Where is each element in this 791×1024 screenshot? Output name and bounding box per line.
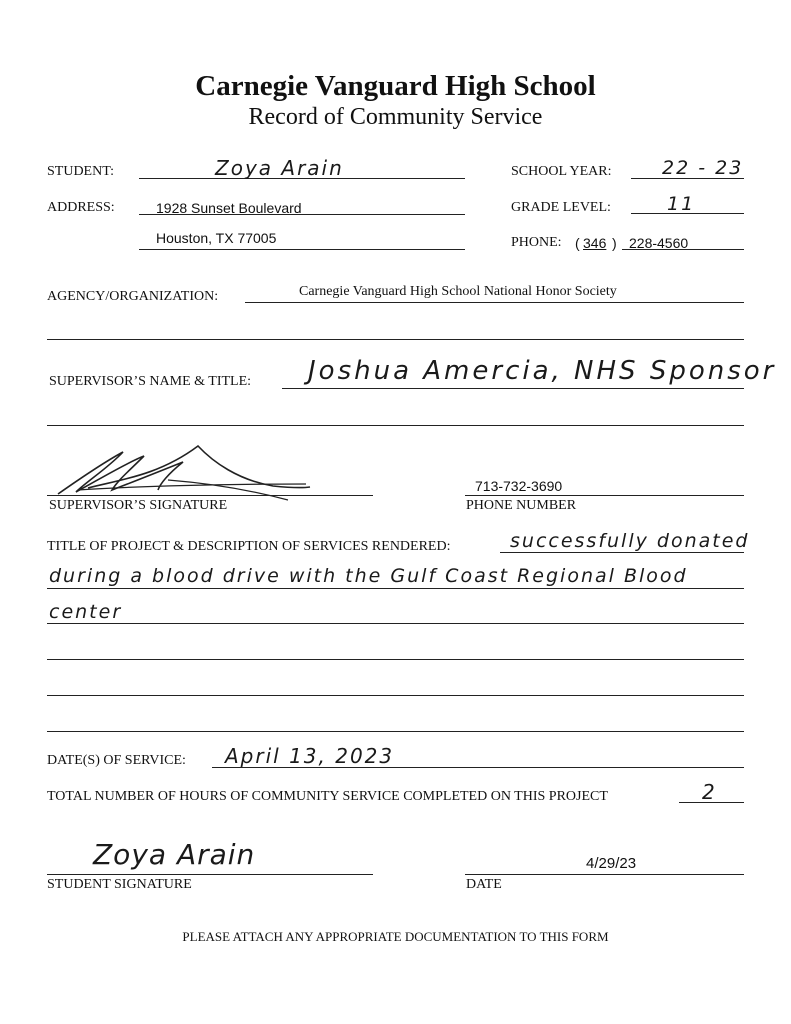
student-signature-label: STUDENT SIGNATURE [47,877,192,892]
student-signature[interactable]: Zoya Arain [93,838,256,871]
grade-level-field[interactable]: 11 [667,193,696,215]
project-line-2 [47,588,744,589]
phone-close-paren: ) [612,235,617,251]
supervisor-name-line-2 [47,425,744,426]
address-line2-field[interactable]: Houston, TX 77005 [156,230,277,246]
project-label: TITLE OF PROJECT & DESCRIPTION OF SERVICES RENDERED: [47,539,451,554]
project-description-line1[interactable]: successfully donated [510,530,750,552]
school-year-field[interactable]: 22 - 23 [662,157,744,179]
agency-field[interactable]: Carnegie Vanguard High School National Honor Society [299,284,617,299]
hours-field[interactable]: 2 [702,780,717,804]
project-line-4 [47,659,744,660]
date-line [465,874,744,875]
supervisor-name-line [282,388,744,389]
service-date-field[interactable]: April 13, 2023 [225,744,395,768]
address-line-2 [139,249,465,250]
supervisor-name-field[interactable]: Joshua Amercia, NHS Sponsor [308,356,777,386]
project-description-line2[interactable]: during a blood drive with the Gulf Coast Regional Blood [49,565,688,587]
footer-note: PLEASE ATTACH ANY APPROPRIATE DOCUMENTATION TO THIS FORM [182,929,609,944]
phone-open-paren: ( [575,235,580,251]
supervisor-signature-label: SUPERVISOR’S SIGNATURE [49,498,228,513]
project-line-3 [47,623,744,624]
agency-line-2 [47,339,744,340]
project-line-5 [47,695,744,696]
student-label: STUDENT: [47,164,114,179]
supervisor-phone-label: PHONE NUMBER [466,498,577,513]
phone-label: PHONE: [511,235,562,250]
date-field[interactable]: 4/29/23 [586,855,637,872]
supervisor-phone-field[interactable]: 713-732-3690 [475,478,563,494]
project-line-1 [500,552,744,553]
phone-number-field[interactable]: 228-4560 [629,235,689,251]
service-date-label: DATE(S) OF SERVICE: [47,753,186,768]
student-signature-line [47,874,373,875]
agency-line [245,302,744,303]
phone-area-code-field[interactable]: 346 [583,235,607,251]
address-label: ADDRESS: [47,200,115,215]
agency-label: AGENCY/ORGANIZATION: [47,289,219,304]
supervisor-phone-line [465,495,744,496]
supervisor-name-label: SUPERVISOR’S NAME & TITLE: [49,374,252,389]
supervisor-signature-drawing [48,440,318,502]
date-label: DATE [466,877,502,892]
supervisor-signature-line [47,495,373,496]
grade-level-label: GRADE LEVEL: [511,200,611,215]
school-year-label: SCHOOL YEAR: [511,164,612,179]
form-title: Record of Community Service [248,104,543,130]
hours-label: TOTAL NUMBER OF HOURS OF COMMUNITY SERVICE COMPLETED ON THIS PROJECT [47,789,608,804]
school-name: Carnegie Vanguard High School [195,70,596,102]
project-line-6 [47,731,744,732]
student-name-field[interactable]: Zoya Arain [215,156,344,180]
address-line1-field[interactable]: 1928 Sunset Boulevard [156,200,302,216]
project-description-line3[interactable]: center [49,601,123,623]
